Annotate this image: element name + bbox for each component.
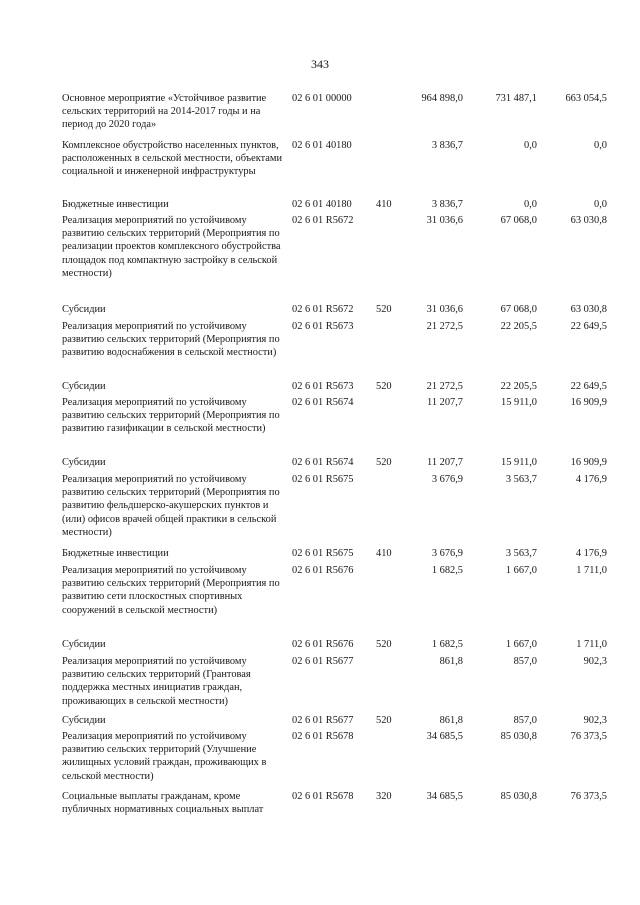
row-value-2: 22 205,5	[500, 321, 537, 332]
row-value-1: 964 898,0	[421, 93, 463, 104]
row-description: Реализация мероприятий по устойчивому развитию сельских территорий (Мероприятия по развитию фельдшерско-акушерских пунктов и (или) офисов врачей общей практики в сельской местности)	[62, 474, 280, 538]
row-value-3: 4 176,9	[575, 548, 607, 559]
row-code: 02 6 01 R5674	[292, 397, 354, 408]
row-value-2: 0,0	[524, 199, 537, 210]
row-description: Бюджетные инвестиции	[62, 548, 169, 559]
row-value-1: 861,8	[439, 715, 463, 726]
row-value-3: 0,0	[594, 140, 607, 151]
row-type: 520	[376, 381, 392, 392]
row-value-1: 1 682,5	[431, 639, 463, 650]
row-code: 02 6 01 R5676	[292, 565, 354, 576]
row-description: Реализация мероприятий по устойчивому развитию сельских территорий (Улучшение жилищных условий граждан, проживающих в сельской местности)	[62, 731, 267, 782]
row-description: Субсидии	[62, 381, 106, 392]
row-type: 520	[376, 304, 392, 315]
row-value-1: 861,8	[439, 656, 463, 667]
row-code: 02 6 01 R5673	[292, 321, 354, 332]
row-description: Комплексное обустройство населенных пунктов, расположенных в сельской местности, объектами социальной и инженерной инфраструктуры	[62, 140, 283, 178]
row-value-2: 85 030,8	[500, 791, 537, 802]
row-value-2: 67 068,0	[500, 215, 537, 226]
row-value-1: 3 836,7	[431, 199, 463, 210]
row-value-2: 857,0	[513, 656, 537, 667]
row-value-3: 63 030,8	[570, 215, 607, 226]
row-value-3: 22 649,5	[570, 321, 607, 332]
row-code: 02 6 01 R5676	[292, 639, 354, 650]
row-code: 02 6 01 R5672	[292, 304, 354, 315]
row-type: 410	[376, 199, 392, 210]
row-description: Основное мероприятие «Устойчивое развитие сельских территорий на 2014-2017 годы и на период до 2020 года»	[62, 93, 267, 131]
row-code: 02 6 01 40180	[292, 140, 352, 151]
row-value-1: 21 272,5	[426, 381, 463, 392]
row-description: Реализация мероприятий по устойчивому развитию сельских территорий (Мероприятия по реализации проектов комплексного обустройства площадок под компактную застройку в сельской местности)	[62, 215, 281, 279]
page-number: 343	[311, 57, 329, 71]
row-value-3: 16 909,9	[570, 457, 607, 468]
row-value-2: 3 563,7	[505, 548, 537, 559]
row-code: 02 6 01 R5673	[292, 381, 354, 392]
row-value-3: 76 373,5	[570, 731, 607, 742]
row-value-3: 76 373,5	[570, 791, 607, 802]
row-value-3: 0,0	[594, 199, 607, 210]
row-code: 02 6 01 R5677	[292, 715, 354, 726]
row-value-2: 22 205,5	[500, 381, 537, 392]
row-value-3: 902,3	[583, 715, 607, 726]
row-value-2: 857,0	[513, 715, 537, 726]
row-value-1: 11 207,7	[427, 457, 463, 468]
row-value-3: 22 649,5	[570, 381, 607, 392]
row-description: Субсидии	[62, 304, 106, 315]
row-value-3: 63 030,8	[570, 304, 607, 315]
row-description: Субсидии	[62, 715, 106, 726]
row-value-3: 4 176,9	[575, 474, 607, 485]
row-value-1: 3 676,9	[431, 548, 463, 559]
row-value-1: 31 036,6	[426, 304, 463, 315]
row-description: Субсидии	[62, 639, 106, 650]
row-code: 02 6 01 R5672	[292, 215, 354, 226]
row-value-1: 21 272,5	[426, 321, 463, 332]
row-description: Реализация мероприятий по устойчивому развитию сельских территорий (Мероприятия по развитию сети плоскостных спортивных сооружений в сельской местности)	[62, 565, 280, 616]
row-type: 520	[376, 639, 392, 650]
row-type: 410	[376, 548, 392, 559]
row-description: Субсидии	[62, 457, 106, 468]
row-value-2: 67 068,0	[500, 304, 537, 315]
row-code: 02 6 01 40180	[292, 199, 352, 210]
row-code: 02 6 01 00000	[292, 93, 352, 104]
row-value-2: 1 667,0	[505, 639, 537, 650]
row-value-2: 15 911,0	[501, 397, 537, 408]
row-code: 02 6 01 R5677	[292, 656, 354, 667]
row-type: 520	[376, 457, 392, 468]
row-value-1: 34 685,5	[426, 731, 463, 742]
row-description: Реализация мероприятий по устойчивому развитию сельских территорий (Мероприятия по развитию водоснабжения в сельской местности)	[62, 321, 280, 359]
row-value-3: 902,3	[583, 656, 607, 667]
row-description: Реализация мероприятий по устойчивому развитию сельских территорий (Мероприятия по развитию газификации в сельской местности)	[62, 397, 280, 435]
row-value-3: 1 711,0	[576, 639, 607, 650]
row-code: 02 6 01 R5678	[292, 791, 354, 802]
row-value-1: 11 207,7	[427, 397, 463, 408]
row-code: 02 6 01 R5678	[292, 731, 354, 742]
row-value-1: 1 682,5	[431, 565, 463, 576]
row-value-2: 15 911,0	[501, 457, 537, 468]
row-description: Бюджетные инвестиции	[62, 199, 169, 210]
row-value-2: 1 667,0	[505, 565, 537, 576]
row-code: 02 6 01 R5674	[292, 457, 354, 468]
row-value-2: 3 563,7	[505, 474, 537, 485]
row-value-2: 85 030,8	[500, 731, 537, 742]
row-code: 02 6 01 R5675	[292, 474, 354, 485]
row-value-1: 3 836,7	[431, 140, 463, 151]
row-code: 02 6 01 R5675	[292, 548, 354, 559]
row-value-2: 731 487,1	[495, 93, 537, 104]
row-value-3: 16 909,9	[570, 397, 607, 408]
row-value-3: 1 711,0	[576, 565, 607, 576]
row-type: 320	[376, 791, 392, 802]
row-description: Реализация мероприятий по устойчивому развитию сельских территорий (Грантовая поддержка местных инициатив граждан, проживающих в сельской местности)	[62, 656, 251, 707]
row-description: Социальные выплаты гражданам, кроме публичных нормативных социальных выплат	[62, 791, 264, 816]
row-value-2: 0,0	[524, 140, 537, 151]
row-value-3: 663 054,5	[565, 93, 607, 104]
row-value-1: 3 676,9	[431, 474, 463, 485]
row-type: 520	[376, 715, 392, 726]
row-value-1: 34 685,5	[426, 791, 463, 802]
row-value-1: 31 036,6	[426, 215, 463, 226]
